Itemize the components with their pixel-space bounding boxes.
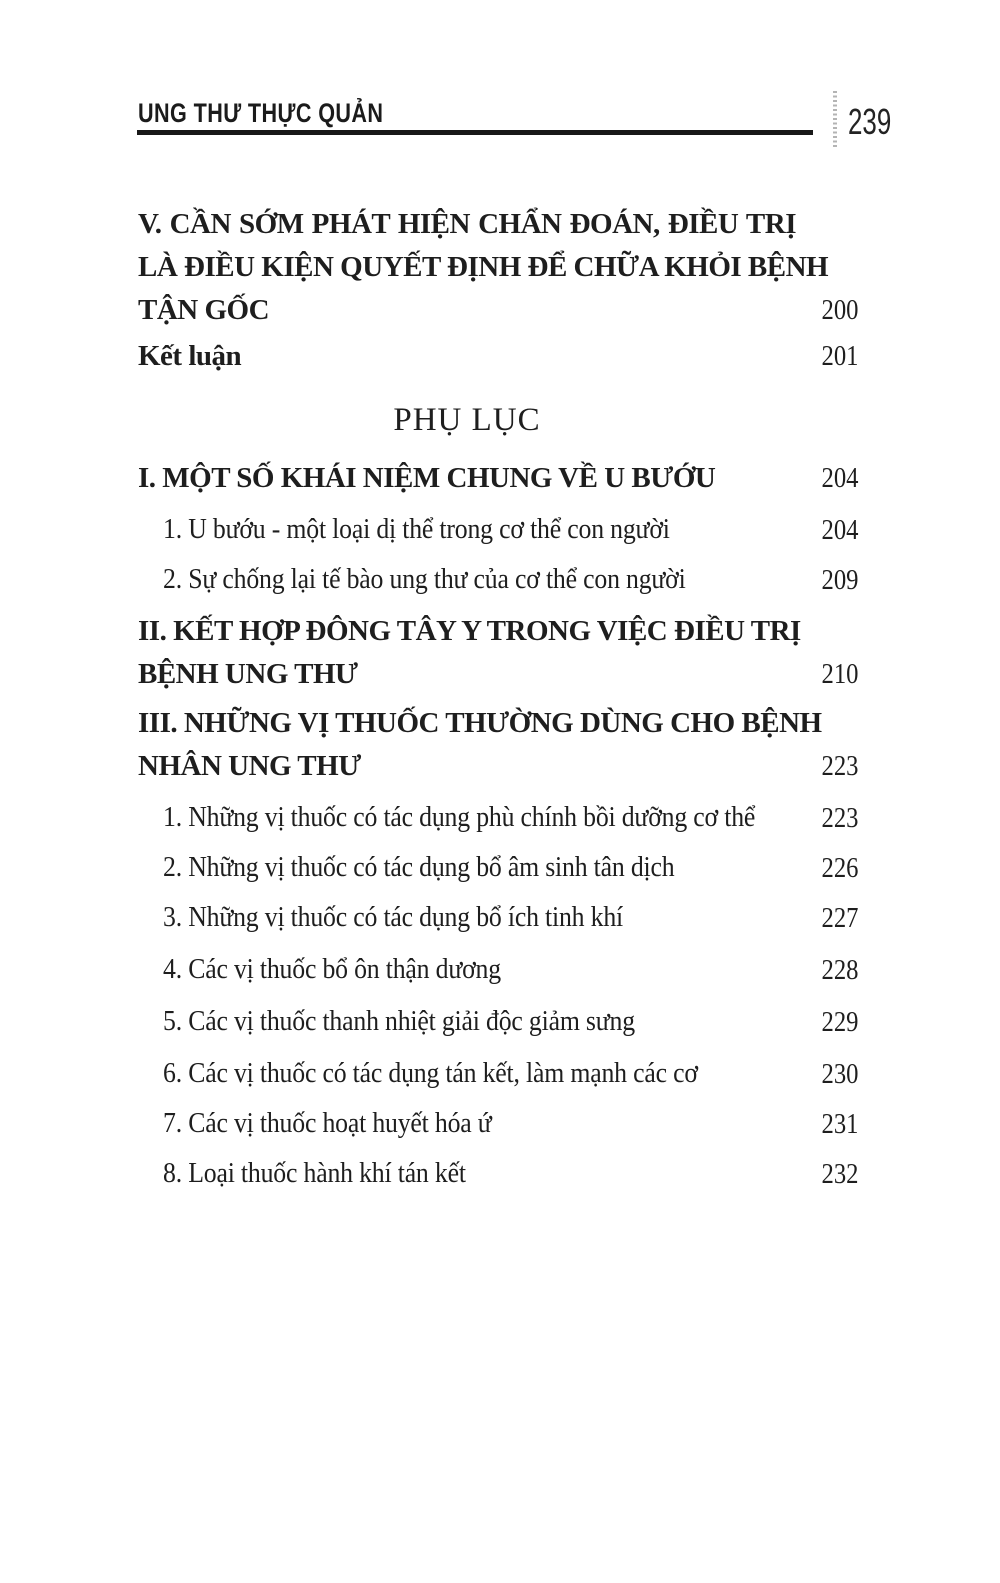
toc-entry-item [138,893,858,943]
toc-page-number: 223 [821,802,858,834]
toc-label: 4. Các vị thuốc bổ ôn thận dương [163,954,501,985]
toc-page-number: 200 [821,294,858,326]
toc-entry-appendix-i [138,456,858,500]
toc-label: 1. Những vị thuốc có tác dụng phù chính bồi dưỡng cơ thể [163,802,756,833]
toc-page-number: 230 [821,1058,858,1090]
toc-entry-section-v [138,203,858,332]
toc-entry-item [138,555,858,605]
toc-label: 7. Các vị thuốc hoạt huyết hóa ứ [163,1108,492,1139]
toc-entry-item [138,997,858,1047]
toc-page-number: 229 [821,1006,858,1038]
toc-entry-appendix-ii [138,610,858,696]
toc-entry-conclusion [138,335,858,378]
toc-page-number: 232 [821,1158,858,1190]
toc-heading-line: BỆNH UNG THƯ [138,658,358,690]
toc-heading-line: NHÂN UNG THƯ [138,750,361,782]
toc-heading-line: TẬN GỐC [138,294,270,326]
toc-page-number: 201 [821,340,858,372]
toc-page-number: 226 [821,852,858,884]
toc-label: 5. Các vị thuốc thanh nhiệt giải độc giảm sưng [163,1006,635,1037]
toc-page-number: 209 [821,564,858,596]
toc-label: 2. Những vị thuốc có tác dụng bổ âm sinh tân dịch [163,852,675,883]
toc-page-number: 204 [821,514,858,546]
toc-page-number: 223 [821,750,858,782]
toc-heading-line: III. NHỮNG VỊ THUỐC THƯỜNG DÙNG CHO BỆNH [138,707,822,739]
toc-label: 3. Những vị thuốc có tác dụng bổ ích tinh khí [163,902,623,933]
toc-label: Kết luận [138,340,242,372]
toc-entry-item [138,945,858,995]
toc-page-number: 231 [821,1108,858,1140]
toc-entry-item [138,1099,858,1149]
toc-heading-line: LÀ ĐIỀU KIỆN QUYẾT ĐỊNH ĐỂ CHỮA KHỎI BỆNH [138,251,829,283]
toc-entry-item [138,1049,858,1099]
toc-label: 1. U bướu - một loại dị thể trong cơ thể con người [163,514,670,545]
toc-entry-item [138,843,858,893]
toc-label: 2. Sự chống lại tế bào ung thư của cơ thể con người [163,564,686,595]
toc-heading-line: II. KẾT HỢP ĐÔNG TÂY Y TRONG VIỆC ĐIỀU TRỊ [138,615,801,647]
toc-label: I. MỘT SỐ KHÁI NIỆM CHUNG VỀ U BƯỚU [138,462,716,494]
toc-label: 6. Các vị thuốc có tác dụng tán kết, làm mạnh các cơ [163,1058,698,1089]
toc-page-number: 204 [821,462,858,494]
running-title: UNG THƯ THỰC QUẢN [138,98,384,128]
page-number: 239 [848,101,892,142]
toc-label: 8. Loại thuốc hành khí tán kết [163,1158,466,1189]
toc-entry-item [138,1149,858,1199]
appendix-title: PHỤ LỤC [393,402,541,438]
toc-entry-appendix-iii [138,702,858,788]
toc-page-number: 210 [821,658,858,690]
dotted-divider [833,91,837,148]
toc-entry-item [138,505,858,555]
toc-heading-line: V. CẦN SỚM PHÁT HIỆN CHẨN ĐOÁN, ĐIỀU TRỊ [138,208,796,240]
toc-entry-item [138,793,858,843]
header-rule [137,130,813,135]
toc-page-number: 228 [821,954,858,986]
table-of-contents [138,203,858,1199]
toc-page-number: 227 [821,902,858,934]
